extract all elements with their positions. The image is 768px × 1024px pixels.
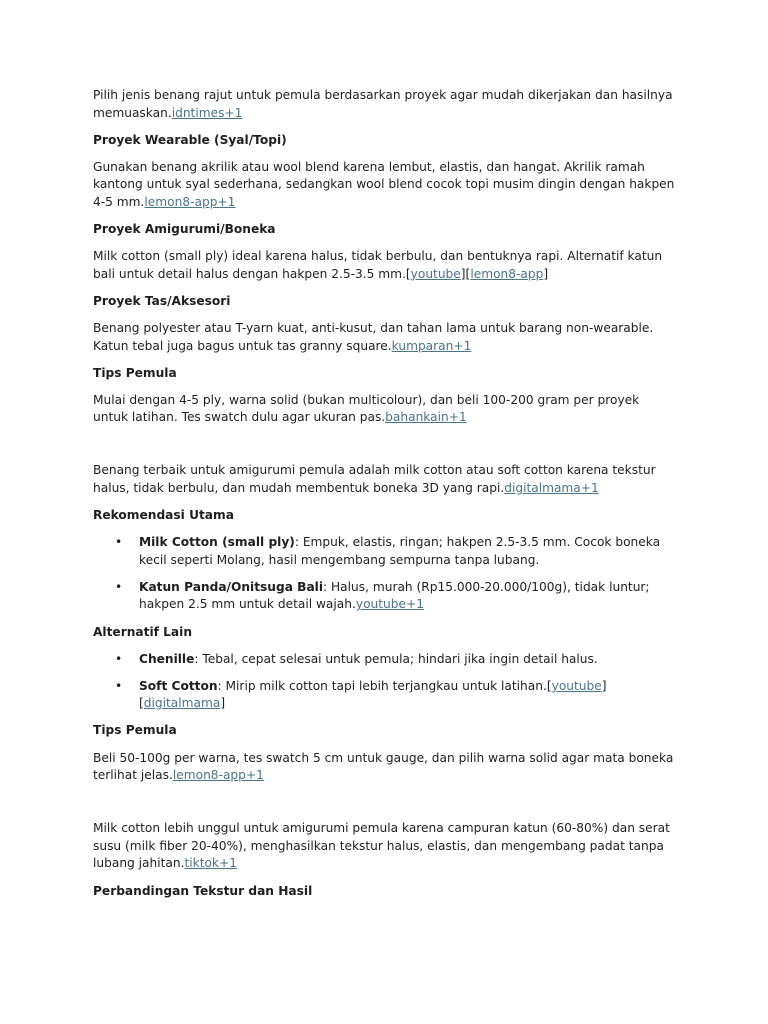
citation-link[interactable]: lemon8-app [470, 266, 544, 281]
s1-tas-text: Benang polyester atau T-yarn kuat, anti-kusut, dan tahan lama untuk barang non-wearable. Katun tebal juga bagus untuk tas granny square.kumparan+1 [93, 320, 654, 353]
section-gap [93, 436, 675, 462]
citation-link[interactable]: youtube+1 [355, 597, 424, 612]
list-item: • Katun Panda/Onitsuga Bali: Halus, murah (Rp15.000-20.000/100g), tidak luntur; hakpen 2.5 mm untuk detail wajah.youtube+1 [115, 579, 650, 612]
citation-link[interactable]: youtube [410, 266, 461, 281]
s1-amigurumi-text: Milk cotton (small ply) ideal karena halus, tidak berbulu, dan bentuknya rapi. Alternatif katun bali untuk detail halus dengan hakpen 2.5-3.5 mm.[youtube][lemon8-app] [93, 249, 663, 281]
s1-tips-text: Mulai dengan 4-5 ply, warna solid (bukan multicolour), dan beli 100-200 gram per proyek untuk latihan. Tes swatch dulu agar ukuran pas.bahankain+1 [93, 392, 640, 425]
heading-rekomendasi: Rekomendasi Utama [93, 508, 234, 523]
s1-intro: Pilih jenis benang rajut untuk pemula berdasarkan proyek agar mudah dikerjakan dan hasilnya memuaskan.idntimes+1 [93, 88, 673, 120]
alternatif-list [93, 651, 675, 713]
bullet-icon: • [115, 678, 123, 693]
heading-amigurumi: Proyek Amigurumi/Boneka [93, 222, 276, 237]
heading-perbandingan: Perbandingan Tekstur dan Hasil [93, 883, 313, 898]
citation-link[interactable]: kumparan+1 [391, 338, 472, 353]
list-item: • Soft Cotton: Mirip milk cotton tapi lebih terjangkau untuk latihan.[youtube] [digitalmama] [115, 678, 607, 711]
list-item: • Chenille: Tebal, cepat selesai untuk pemula; hindari jika ingin detail halus. [93, 651, 675, 669]
heading-wearable: Proyek Wearable (Syal/Topi) [93, 132, 287, 147]
bullet-icon: • [115, 535, 123, 550]
citation-link[interactable]: bahankain+1 [385, 410, 467, 425]
citation-link[interactable]: lemon8-app+1 [144, 194, 236, 209]
s2-intro: Benang terbaik untuk amigurumi pemula adalah milk cotton atau soft cotton karena tekstur halus, tidak berbulu, dan mudah membentuk boneka 3D yang rapi.digitalmama+1 [93, 463, 656, 495]
citation-link[interactable]: lemon8-app+1 [172, 768, 264, 783]
citation-link[interactable]: youtube [551, 678, 602, 693]
section-gap [93, 794, 675, 820]
s3-intro: Milk cotton lebih unggul untuk amigurumi pemula karena campuran katun (60-80%) dan serat susu (milk fiber 20-40%), menghasilkan tekstur halus, elastis, dan mengembang padat tanpa lubang jahitan.tiktok+1 [93, 821, 670, 871]
s1-wearable-text: Gunakan benang akrilik atau wool blend karena lembut, elastis, dan hangat. Akrilik ramah kantong untuk syal sederhana, sedangkan wool blend cocok topi musim dingin dengan hakpen 4-5 mm.lemon8-app+1 [93, 159, 675, 209]
citation-link[interactable]: digitalmama [143, 696, 221, 711]
document-content [93, 87, 675, 910]
rekomendasi-list [93, 534, 675, 614]
s2-tips-text: Beli 50-100g per warna, tes swatch 5 cm untuk gauge, dan pilih warna solid agar mata boneka terlihat jelas.lemon8-app+1 [93, 750, 674, 783]
citation-link[interactable]: digitalmama+1 [504, 481, 599, 495]
heading-tips-2: Tips Pemula [93, 723, 177, 738]
list-item: • Milk Cotton (small ply): Empuk, elastis, ringan; hakpen 2.5-3.5 mm. Cocok boneka kecil seperti Molang, hasil mengembang sempurna tanpa lubang. [115, 535, 661, 567]
bullet-icon: • [115, 651, 123, 666]
heading-tips-1: Tips Pemula [93, 365, 177, 380]
heading-alternatif: Alternatif Lain [93, 624, 193, 639]
citation-link[interactable]: tiktok+1 [184, 856, 237, 871]
heading-tas: Proyek Tas/Aksesori [93, 293, 231, 308]
citation-link[interactable]: idntimes+1 [171, 105, 243, 120]
bullet-icon: • [115, 579, 123, 594]
